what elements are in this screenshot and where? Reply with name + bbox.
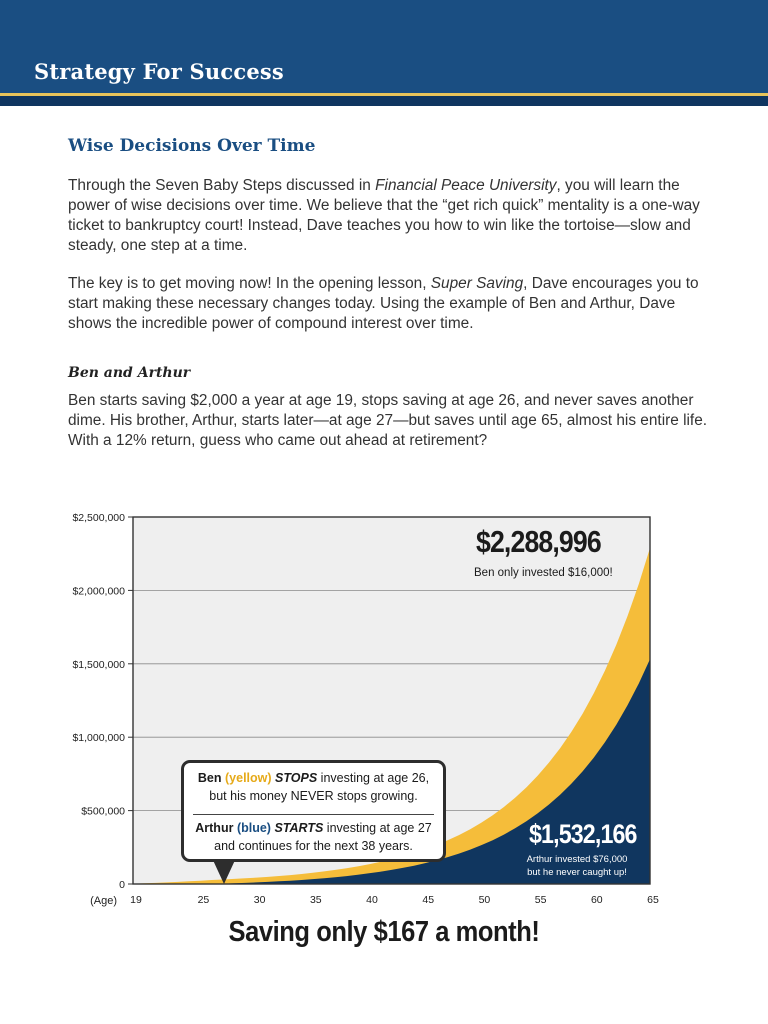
key-text-2: , Dave encourages you to start making these necessary changes today. Using the example of Ben and Arthur, Dave shows the incredible power of compound interest over time. [68,275,699,332]
y-tick-label: $500,000 [81,805,125,818]
x-tick-label: 55 [534,894,547,906]
callout-ben-verb: STOPS [275,771,318,785]
header-shadow [0,96,768,106]
y-tick-label: $2,000,000 [72,585,125,598]
callout-ben-name: Ben [197,771,222,785]
key-lesson-title: Super Saving [430,275,524,292]
x-tick-label: 45 [422,894,435,906]
callout-arthur-verb: STARTS [274,821,324,835]
callout-ben-text: investing at age 26, but his money NEVER stops growing. [209,771,430,803]
x-tick-label: 60 [590,894,603,906]
arthur-note-line2: but he never caught up! [527,867,627,878]
x-tick-label: 40 [366,894,378,906]
x-tick-label: 50 [478,894,491,906]
page-header-title: Strategy For Success [34,59,284,84]
story-paragraph: Ben starts saving $2,000 a year at age 19, stops saving at age 26, and never saves another dime. His brother, Arthur, starts later—at age 27—but saves until age 65, almost his entire life. With a 12% return, guess who came out ahead at retirement? [68,392,708,449]
y-tick-label: $2,500,000 [72,512,125,524]
callout-divider [193,814,434,815]
x-tick-label: 30 [253,894,266,906]
callout-arthur-text: investing at age 27 and continues for the next 38 years. [214,821,432,853]
arthur-invested-note [520,853,634,879]
y-tick-label: $1,000,000 [72,732,125,745]
subheading-ben-arthur: Ben and Arthur [68,365,191,381]
chart-caption: Saving only $167 a month! [228,916,540,948]
key-paragraph [68,274,708,334]
arthur-total-label: $1,532,166 [529,819,637,849]
key-text-1: The key is to get moving now! In the opening lesson, [68,275,431,292]
y-tick-label: $1,500,000 [72,658,125,671]
callout-arthur-color: (blue) [236,821,271,835]
section-title: Wise Decisions Over Time [68,136,316,156]
callout-arthur [184,819,443,855]
callout-ben-color: (yellow) [225,771,272,785]
x-tick-label: 35 [309,894,322,906]
x-tick-label: 19 [130,894,142,906]
intro-book-title: Financial Peace University [375,177,557,194]
x-axis-label: (Age) [90,895,117,907]
y-tick-label: 0 [119,879,125,891]
intro-text-1: Through the Seven Baby Steps discussed in [68,177,376,194]
ben-invested-note: Ben only invested $16,000! [474,567,613,579]
intro-text-2: , you will learn the power of wise decisions over time. We believe that the “get rich quick” mentality is a one-way ticket to bankruptcy court! Instead, Dave teaches you how to win like the tortoise—slow and steady, one step at a time. [68,177,700,254]
arthur-note-line1: Arthur invested $76,000 [526,854,628,865]
callout-arthur-name: Arthur [195,821,234,835]
ben-total-label: $2,288,996 [476,524,601,559]
callout-ben [184,769,443,805]
x-tick-label: 25 [197,894,210,906]
intro-paragraph [68,176,708,256]
x-tick-label: 65 [647,894,659,906]
callout-box [181,760,446,862]
